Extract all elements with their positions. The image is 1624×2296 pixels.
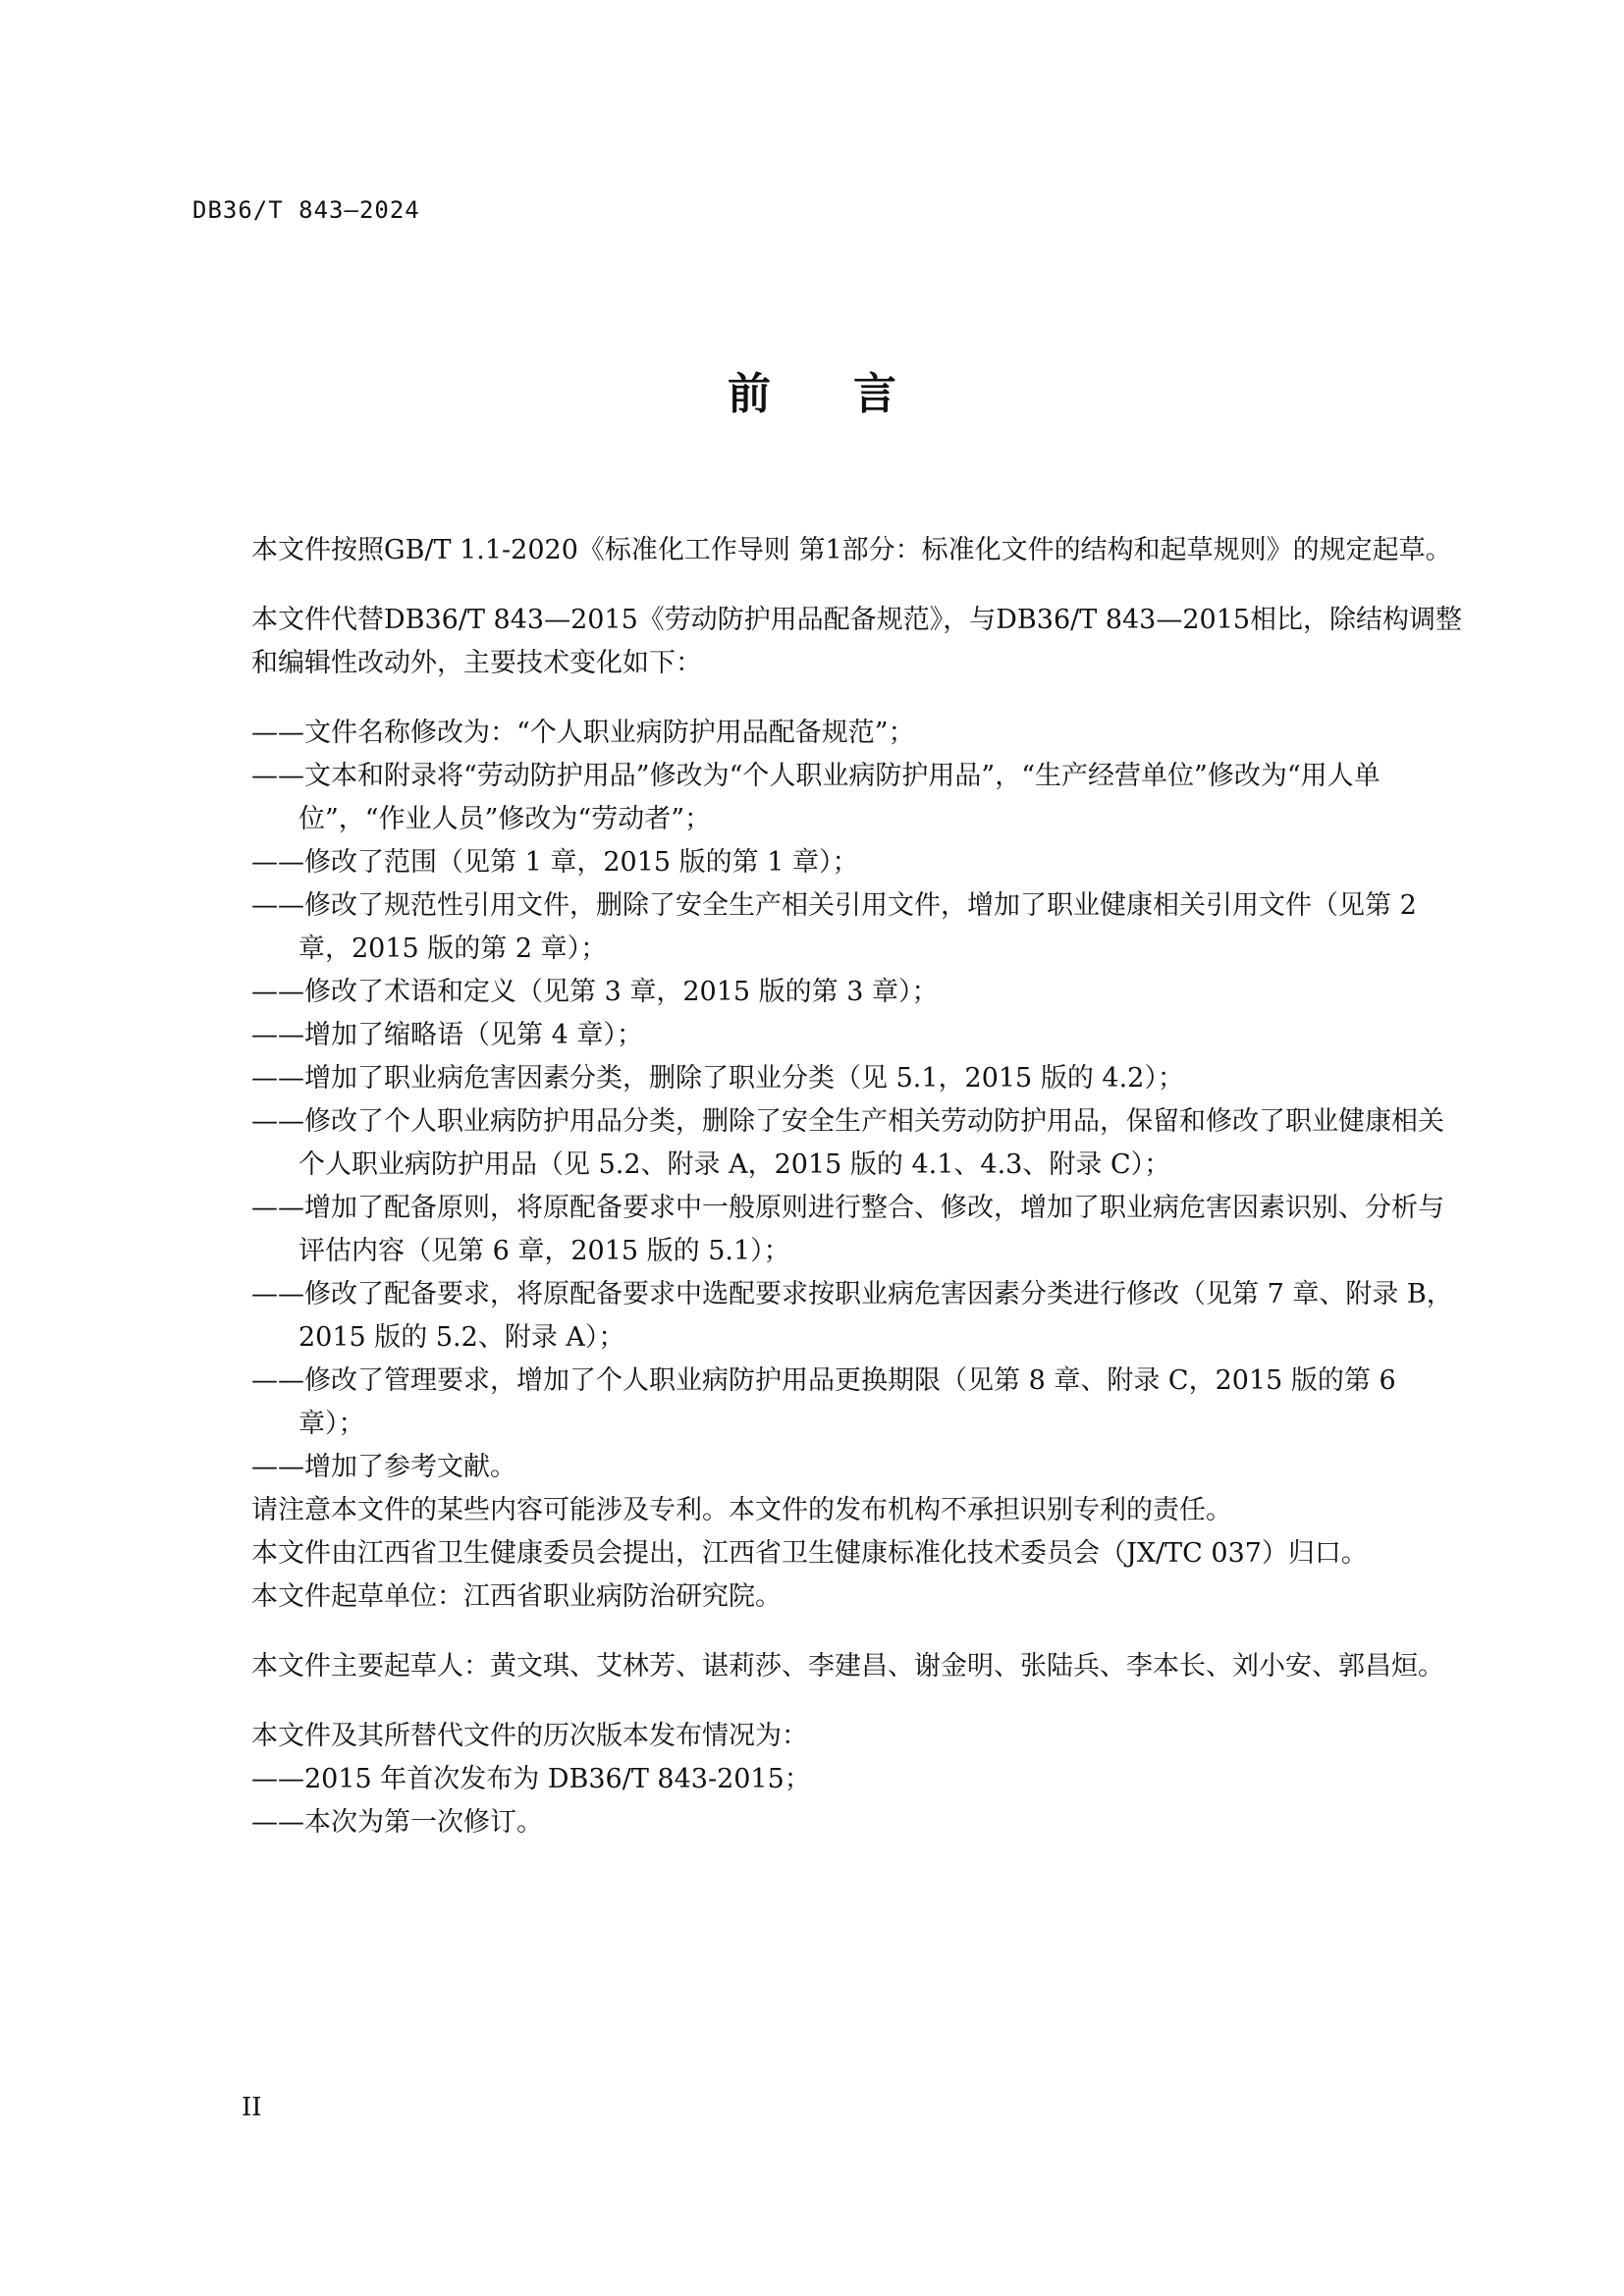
paragraph-drafters: 本文件主要起草人：黄文琪、艾林芳、谌莉莎、李建昌、谢金明、张陆兵、李本长、刘小安、郭昌烜。: [251, 1651, 1444, 1682]
list-item: ——增加了职业病危害因素分类，删除了职业分类（见 5.1，2015 版的 4.2）；: [251, 1063, 1184, 1094]
paragraph-history-intro: 本文件及其所替代文件的历次版本发布情况为：: [251, 1721, 808, 1751]
list-item: ——文件名称修改为：“个人职业病防护用品配备规范”；: [251, 718, 915, 748]
paragraph-patent-notice: 请注意本文件的某些内容可能涉及专利。本文件的发布机构不承担识别专利的责任。: [251, 1495, 1232, 1525]
paragraph-drafting-basis: 本文件按照GB/T 1.1-2020《标准化工作导则 第1部分：标准化文件的结构和起草规则》的规定起草。: [251, 535, 1452, 565]
paragraph-drafting-unit: 本文件起草单位：江西省职业病防治研究院。: [251, 1581, 782, 1612]
list-item: ——文本和附录将“劳动防护用品”修改为“个人职业病防护用品”，“生产经营单位”修改为“用人单位”，“作业人员”修改为“劳动者”；: [251, 761, 1380, 834]
paragraph-replacement-statement: 本文件代替DB36/T 843—2015《劳动防护用品配备规范》，与DB36/T 843—2015相比，除结构调整和编辑性改动外，主要技术变化如下：: [251, 605, 1463, 678]
list-item: ——2015 年首次发布为 DB36/T 843-2015；: [251, 1764, 811, 1794]
paragraph-proposer: 本文件由江西省卫生健康委员会提出，江西省卫生健康标准化技术委员会（JX/TC 037）归口。: [251, 1538, 1368, 1569]
list-item: ——本次为第一次修订。: [251, 1807, 543, 1838]
list-item: ——修改了规范性引用文件，删除了安全生产相关引用文件，增加了职业健康相关引用文件（见第 2 章，2015 版的第 2 章）；: [251, 890, 1417, 964]
page-title: 前言: [728, 369, 979, 419]
page-number: II: [242, 2093, 262, 2122]
list-item: ——修改了配备要求，将原配备要求中选配要求按职业病危害因素分类进行修改（见第 7 章、附录 B，2015 版的 5.2、附录 A）；: [251, 1279, 1453, 1353]
list-item: ——修改了术语和定义（见第 3 章，2015 版的第 3 章）；: [251, 977, 939, 1007]
list-item: ——增加了配备原则，将原配备要求中一般原则进行整合、修改，增加了职业病危害因素识别、分析与评估内容（见第 6 章，2015 版的 5.1）；: [251, 1193, 1444, 1266]
foreword-body: [251, 503, 1465, 1844]
list-item: ——增加了参考文献。: [251, 1452, 516, 1482]
version-history-list: [251, 1758, 1465, 1844]
list-item: ——修改了个人职业病防护用品分类，删除了安全生产相关劳动防护用品，保留和修改了职业健康相关个人职业病防护用品（见 5.2、附录 A，2015 版的 4.1、4.3、附录 C）；: [251, 1106, 1444, 1180]
standard-code-header: DB36/T 843—2024: [192, 196, 420, 224]
list-item: ——修改了范围（见第 1 章，2015 版的第 1 章）；: [251, 847, 859, 878]
list-item: ——修改了管理要求，增加了个人职业病防护用品更换期限（见第 8 章、附录 C，2015 版的第 6 章）；: [251, 1365, 1396, 1439]
technical-changes-list: [251, 712, 1465, 1489]
list-item: ——增加了缩略语（见第 4 章）；: [251, 1020, 643, 1050]
